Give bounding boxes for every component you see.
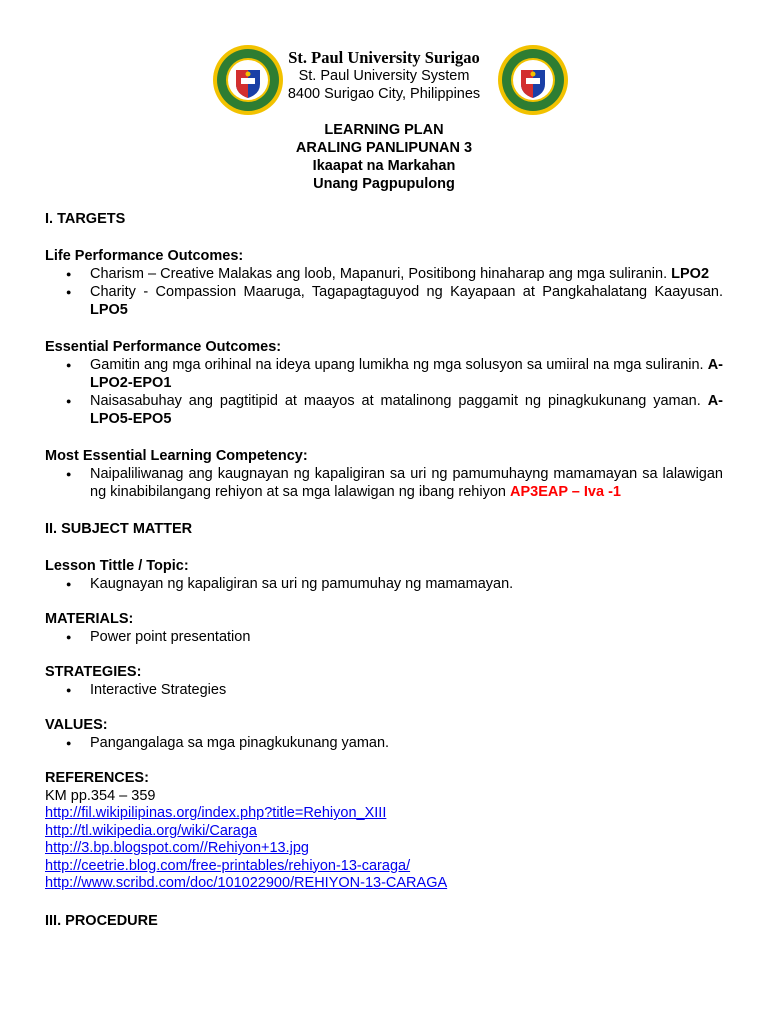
reference-links [45, 805, 723, 893]
list-item: ● Power point presentation [45, 628, 723, 646]
references-text: KM pp.354 – 359 [45, 788, 156, 804]
outcome-code: LPO2 [671, 266, 710, 282]
list-item: ● Pangangalaga sa mga pinagkukunang yaman. [45, 734, 723, 752]
plan-title: LEARNING PLAN [324, 122, 444, 138]
outcome-code: A-LPO2-EPO1 [90, 357, 724, 391]
list-item: ● Gamitin ang mga orihinal na ideya upang lumikha ng mga solusyon sa umiiral na mga suliranin. A-LPO2-EPO1 [45, 356, 723, 392]
reference-link[interactable]: http://3.bp.blogspot.com//Rehiyon+13.jpg [45, 840, 309, 856]
values-heading: VALUES: [45, 717, 108, 733]
plan-quarter: Ikaapat na Markahan [312, 158, 456, 174]
list-item: ● Naipaliliwanag ang kaugnayan ng kapaligiran sa uri ng pamumuhayng mamamayan sa lalawigan ng kinabibilangang rehiyon at sa mga lalawigan ng ibang rehiyon AP3EAP – Iva -1 [45, 465, 723, 501]
melc-heading: Most Essential Learning Competency: [45, 448, 308, 464]
list-item: ● Charism – Creative Malakas ang loob, Mapanuri, Positibong hinaharap ang mga suliranin. LPO2 [45, 265, 723, 283]
list-item: ● Naisasabuhay ang pagtitipid at maayos at matalinong paggamit ng pinagkukunang yaman. A-LPO5-EPO5 [45, 392, 723, 428]
university-address: 8400 Surigao City, Philippines [287, 86, 481, 102]
list-item: ● Kaugnayan ng kapaligiran sa uri ng pamumuhay ng mamamayan. [45, 575, 723, 593]
topic-list [45, 575, 723, 593]
lpo-heading: Life Performance Outcomes: [45, 248, 244, 264]
epo-list [45, 356, 723, 428]
plan-session: Unang Pagpupulong [313, 176, 455, 192]
letterhead [0, 48, 768, 103]
plan-title-block [0, 121, 768, 193]
strategies-list [45, 681, 723, 699]
section-heading-targets: I. TARGETS [45, 211, 126, 227]
section-heading-procedure: III. PROCEDURE [45, 912, 158, 929]
topic-heading: Lesson Tittle / Topic: [45, 558, 189, 574]
epo-heading: Essential Performance Outcomes: [45, 339, 282, 355]
outcome-code: A-LPO5-EPO5 [90, 393, 724, 427]
university-system: St. Paul University System [298, 68, 470, 84]
materials-list [45, 628, 723, 646]
list-item: ● Interactive Strategies [45, 681, 723, 699]
lpo-list [45, 265, 723, 319]
materials-heading: MATERIALS: [45, 611, 134, 627]
reference-link[interactable]: http://tl.wikipedia.org/wiki/Caraga [45, 822, 257, 839]
reference-link[interactable]: http://ceetrie.blog.com/free-printables/rehiyon-13-caraga/ [45, 857, 411, 874]
references-heading: REFERENCES: [45, 770, 149, 786]
reference-link[interactable]: http://fil.wikipilipinas.org/index.php?title=Rehiyon_XIII [45, 805, 387, 821]
university-name: St. Paul University Surigao [288, 48, 480, 67]
competency-code: AP3EAP – Iva -1 [510, 484, 621, 500]
melc-list [45, 465, 723, 501]
reference-link[interactable]: http://www.scribd.com/doc/101022900/REHIYON-13-CARAGA [45, 875, 448, 891]
strategies-heading: STRATEGIES: [45, 664, 142, 680]
plan-subject: ARALING PANLIPUNAN 3 [295, 140, 473, 156]
list-item: ● Charity - Compassion Maaruga, Tagapagtaguyod ng Kayapaan at Pangkahalatang Kaayusan. LPO5 [45, 283, 723, 319]
section-heading-subject-matter: II. SUBJECT MATTER [45, 521, 193, 537]
document-body [45, 210, 723, 930]
outcome-code: LPO5 [90, 302, 128, 318]
values-list [45, 734, 723, 752]
